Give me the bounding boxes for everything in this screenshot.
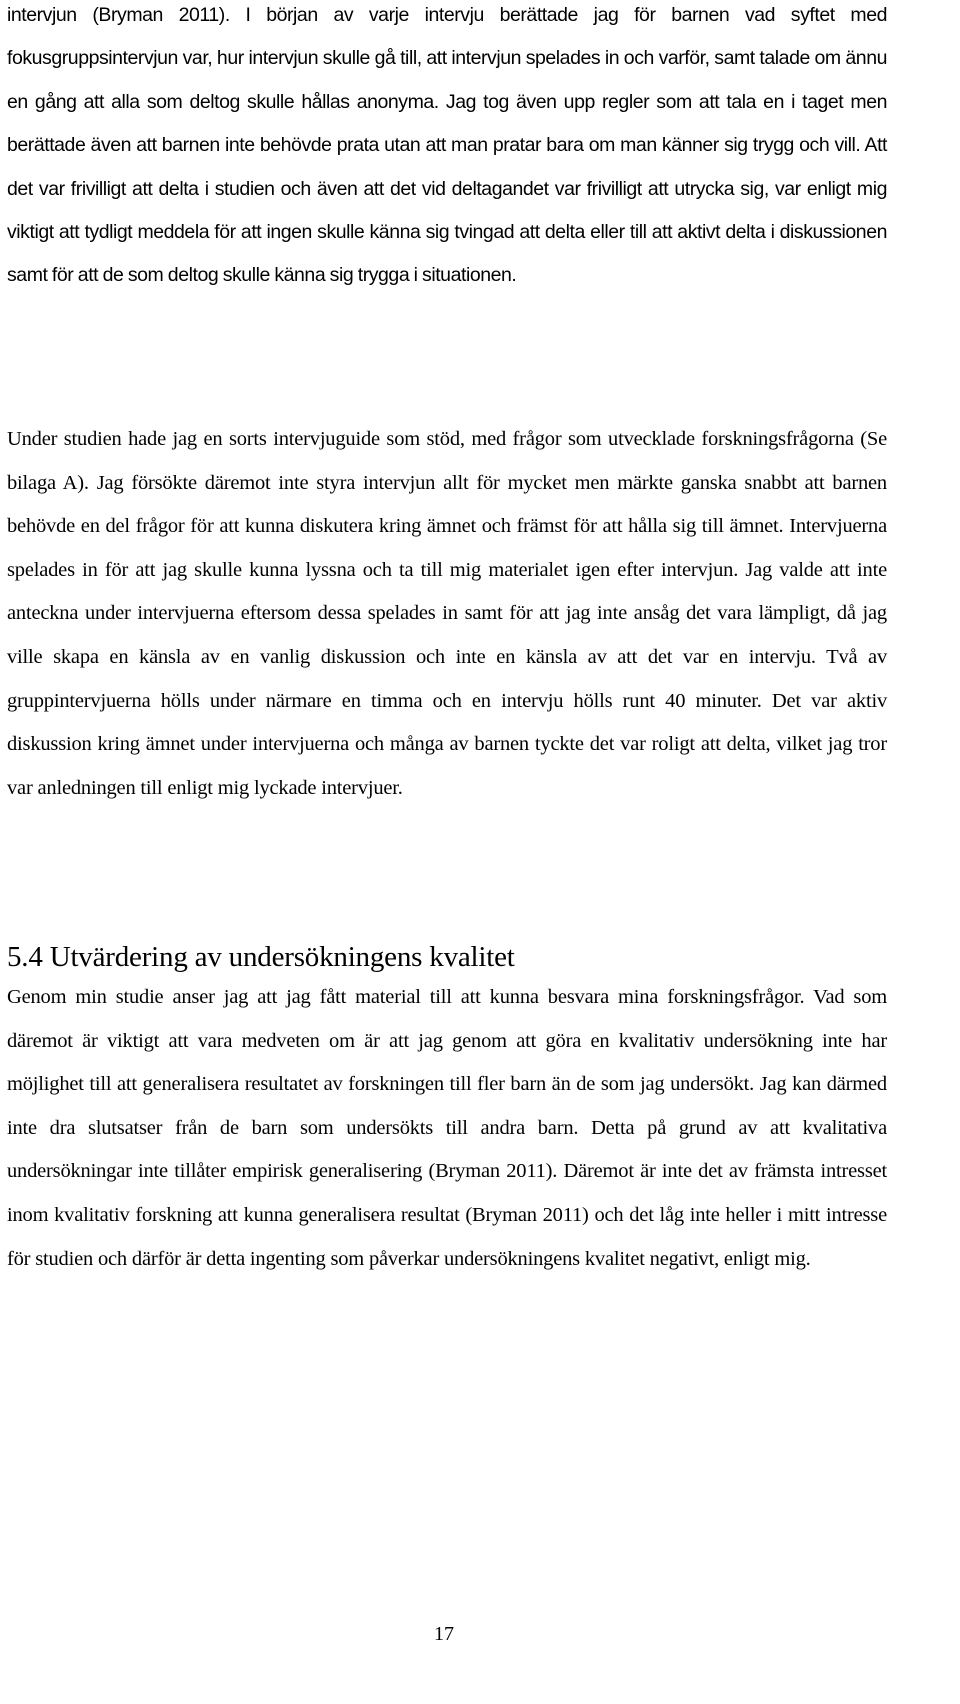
paragraph-interview-guide: Under studien hade jag en sorts intervjuguide som stöd, med frågor som utvecklade forskningsfrågorna (Se bilaga A). Jag försökte däremot inte styra intervjun allt för mycket men märkte ganska snabbt att barnen behövde en del frågor för att kunna diskutera kring ämnet och främst för att hålla sig till ämnet. Intervjuerna spelades in för att jag skulle kunna lyssna och ta till mig materialet igen efter intervjun. Jag valde att inte anteckna under intervjuerna eftersom dessa spelades in samt för att jag inte ansåg det vara lämpligt, då jag ville skapa en känsla av en vanlig diskussion och inte en känsla av att det var en intervju. Två av gruppintervjuerna hölls under närmare en timma och en intervju hölls runt 40 minuter. Det var aktiv diskussion kring ämnet under intervjuerna och många av barnen tyckte det var roligt att delta, vilket jag tror var anledningen till enligt mig lyckade intervjuer. [7, 428, 887, 799]
paragraph-interview-procedure: intervjun (Bryman 2011). I början av varje intervju berättade jag för barnen vad syftet med fokusgruppsintervjun var, hur intervjun skulle gå till, att intervjun spelades in och varför, samt talade om ännu en gång att alla som deltog skulle hållas anonyma. Jag tog även upp regler som att tala en i taget men berättade även att barnen inte behövde prata utan att man pratar bara om man känner sig trygg och vill. Att det var frivilligt att delta i studien och även att det vid deltagandet var frivilligt att utrycka sig, var enligt mig viktigt att tydligt meddela för att ingen skulle känna sig tvingad att delta eller till att aktivt delta i diskussionen samt för att de som deltog skulle känna sig trygga i situationen. [7, 4, 887, 287]
paragraph-quality-evaluation: Genom min studie anser jag att jag fått material till att kunna besvara mina forskningsfrågor. Vad som däremot är viktigt att vara medveten om är att jag genom att göra en kvalitativ undersökning inte har möjlighet till att generalisera resultatet av forskningen till fler barn än de som jag undersökt. Jag kan därmed inte dra slutsatser från de barn som undersökts till andra barn. Detta på grund av att kvalitativa undersökningar inte tillåter empirisk generalisering (Bryman 2011). Däremot är inte det av främsta intresset inom kvalitativ forskning att kunna generalisera resultat (Bryman 2011) och det låg inte heller i mitt intresse för studien och därför är detta ingenting som påverkar undersökningens kvalitet negativt, enligt mig. [7, 986, 887, 1270]
section-heading: 5.4 Utvärdering av undersökningens kvalitet [7, 941, 515, 973]
page-number: 17 [434, 1623, 454, 1645]
